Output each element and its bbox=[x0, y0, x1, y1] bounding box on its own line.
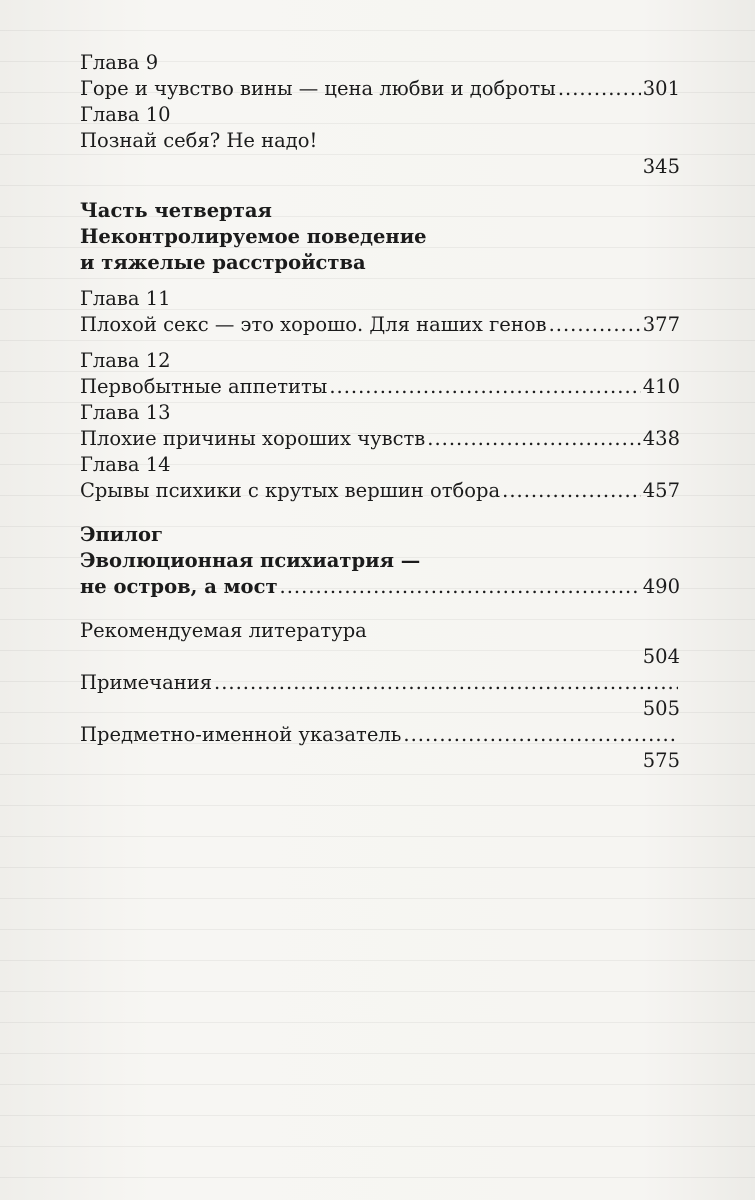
dot-leader bbox=[403, 722, 678, 748]
toc-entry[interactable] bbox=[80, 374, 680, 400]
chapter-label: Глава 10 bbox=[80, 103, 171, 126]
page-number: 438 bbox=[642, 427, 680, 450]
epilogue-title-line: не остров, а мост bbox=[80, 575, 278, 598]
table-of-contents bbox=[80, 50, 680, 774]
chapter-label: Глава 12 bbox=[80, 349, 171, 372]
page-number: 505 bbox=[642, 697, 680, 720]
dot-leader bbox=[280, 574, 641, 600]
dot-leader bbox=[214, 670, 678, 696]
dot-leader bbox=[502, 478, 641, 504]
part-title-line: и тяжелые расстройства bbox=[80, 251, 366, 274]
page-number: 410 bbox=[642, 375, 680, 398]
back-matter-title: Примечания bbox=[80, 671, 213, 694]
chapter-title: Первобытные аппетиты bbox=[80, 375, 328, 398]
chapter-title: Познай себя? Не надо! bbox=[80, 129, 318, 152]
back-matter-title: Предметно-именной указатель bbox=[80, 723, 402, 746]
toc-entry[interactable] bbox=[80, 574, 680, 600]
toc-entry[interactable] bbox=[80, 426, 680, 452]
back-matter-title: Рекомендуемая литература bbox=[80, 619, 367, 642]
page-number: 575 bbox=[642, 749, 680, 772]
dot-leader bbox=[329, 374, 640, 400]
dot-leader bbox=[558, 76, 641, 102]
chapter-label: Глава 13 bbox=[80, 401, 171, 424]
epilogue-title-line: Эволюционная психиатрия — bbox=[80, 549, 421, 572]
toc-entry[interactable] bbox=[80, 670, 680, 722]
chapter-title: Плохой секс — это хорошо. Для наших генов bbox=[80, 313, 547, 336]
epilogue-heading: Эпилог bbox=[80, 523, 163, 546]
page-number: 490 bbox=[642, 575, 680, 598]
page-number: 504 bbox=[642, 645, 680, 668]
chapter-title: Горе и чувство вины — цена любви и доброты bbox=[80, 77, 556, 100]
page-number: 457 bbox=[642, 479, 680, 502]
page-number: 345 bbox=[642, 155, 680, 178]
dot-leader bbox=[549, 312, 641, 338]
toc-entry[interactable] bbox=[80, 618, 680, 670]
chapter-title: Срывы психики с крутых вершин отбора bbox=[80, 479, 501, 502]
chapter-label: Глава 11 bbox=[80, 287, 171, 310]
toc-entry[interactable] bbox=[80, 128, 680, 180]
chapter-title: Плохие причины хороших чувств bbox=[80, 427, 426, 450]
toc-entry[interactable] bbox=[80, 722, 680, 774]
toc-entry[interactable] bbox=[80, 76, 680, 102]
part-title-line: Неконтролируемое поведение bbox=[80, 225, 427, 248]
toc-entry[interactable] bbox=[80, 478, 680, 504]
part-heading: Часть четвертая bbox=[80, 199, 272, 222]
dot-leader bbox=[427, 426, 641, 452]
toc-entry[interactable] bbox=[80, 312, 680, 338]
chapter-label: Глава 9 bbox=[80, 51, 159, 74]
chapter-label: Глава 14 bbox=[80, 453, 171, 476]
page-number: 301 bbox=[642, 77, 680, 100]
page-number: 377 bbox=[642, 313, 680, 336]
